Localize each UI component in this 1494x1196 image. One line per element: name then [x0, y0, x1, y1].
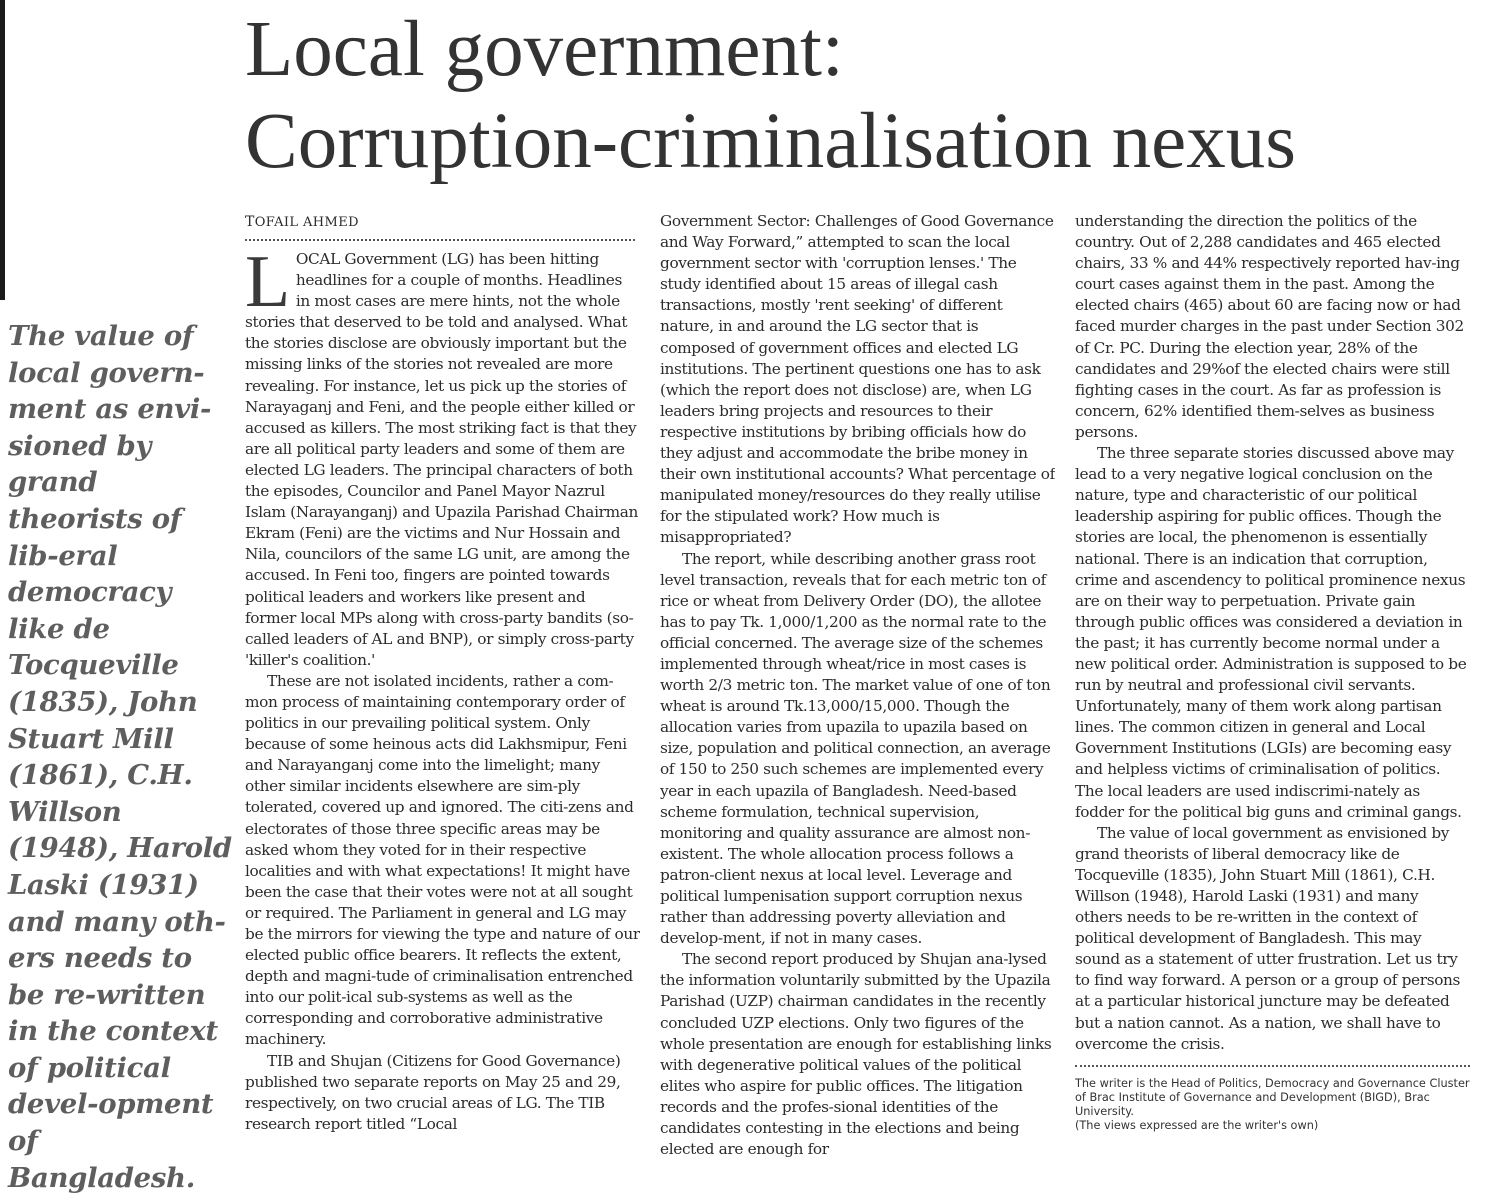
paragraph-3-continued: Government Sector: Challenges of Good Governance and Way Forward,” attempted to scan the local government sector with 'corruption lenses.' The study identified about 15 areas of illegal cash transactions, mostly 'rent seeking' of different nature, in and around the LG sector that is composed of government offices and elected LG institutions. The pertinent questions one has to ask (which the report does not disclose) are, when LG leaders bring projects and resources to their respective institutions by bribing officials how do they adjust and accommodate the bribe money in their own institutional accounts? What percentage of manipulated money/resources do they really utilise for the stipulated work? How much is misappropriated? — [660, 212, 1055, 547]
article-column-2 — [660, 211, 1055, 1183]
paragraph-5-continued: understanding the direction the politics of the country. Out of 2,288 candidates and 465 elected chairs, 33 % and 44% respectively reported hav-ing court cases against them in the past. Among the elected chairs (465) about 60 are facing now or had faced murder charges in the past under Section 302 of Cr. PC. During the election year, 28% of the candidates and 29%of the elected chairs were still fighting cases in the court. As far as profession is concern, 62% identified them-selves as business persons. — [1075, 212, 1464, 441]
headline — [245, 4, 1485, 188]
paragraph-1 — [245, 241, 640, 671]
article-column-3 — [1075, 211, 1470, 1183]
byline-divider — [245, 239, 635, 241]
paragraph-4: The report, while describing another grass root level transaction, reveals that for each metric ton of rice or wheat from Delivery Order (DO), the allotee has to pay Tk. 1,000/1,200 as the normal rate to the official concerned. The average size of the schemes implemented through wheat/rice in most cases is worth 2/3 metric ton. The market value of one of ton wheat is around Tk.13,000/15,000. Though the allocation varies from upazila to upazila based on size, population and political connection, an average of 150 to 250 such schemes are implemented every year in each upazila of Bangladesh. Need-based scheme formulation, technical supervision, monitoring and quality assurance are almost non- existent. The whole allocation process follows a patron-client nexus at local level. Leverage and political lumpenisation support corruption nexus rather than addressing poverty alleviation and develop-ment, if not in many cases. — [660, 549, 1051, 948]
paragraph-2: These are not isolated incidents, rather a com-mon process of maintaining contemporary order of politics in our prevailing political system. Only because of some heinous acts did Lakhsmipur, Feni and Narayanganj come into the limelight; many other similar incidents elsewhere are sim-ply tolerated, covered up and ignored. The citi-zens and electorates of those three specific areas may be asked whom they voted for in their respective localities and with what expectations! It might have been the case that their votes were not at all sought or required. The Parliament in general and LG may be the mirrors for viewing the type and nature of our elected public office bearers. It reflects the extent, depth and magni-tude of criminalisation entrenched into our polit-ical sub-systems as well as the corresponding and corroborative administrative machinery. — [245, 671, 640, 1049]
drop-cap: L — [245, 241, 290, 323]
article-column-1 — [245, 211, 640, 1183]
byline — [245, 211, 640, 233]
headline-line-1: Local government: — [245, 6, 844, 93]
left-edge-bar — [0, 0, 5, 300]
byline-rest: OFAIL AHMED — [254, 215, 359, 230]
writer-note-disclaimer: (The views expressed are the writer's own) — [1075, 1118, 1319, 1132]
writer-note-bio: The writer is the Head of Politics, Democracy and Governance Cluster of Brac Institute of Governance and Development (BIGD), Brac University. — [1075, 1076, 1470, 1118]
paragraph-6: The three separate stories discussed above may lead to a very negative logical conclusion on the nature, type and characteristic of our political leadership aspiring for public offices. Though the stories are local, the phenomenon is essentially national. There is an indication that corruption, crime and ascendency to political prominence nexus are on their way to perpetuation. Private gain through public offices was considered a deviation in the past; it has currently become normal under a new political order. Administration is supposed to be run by neutral and professional civil servants. Unfortunately, many of them work along partisan lines. The common citizen in general and Local Government Institutions (LGIs) are becoming easy and helpless victims of criminalisation of politics. The local leaders are used indiscrimi-nately as fodder for the political big guns and criminal gangs. — [1075, 444, 1467, 821]
headline-line-2: Corruption-criminalisation nexus — [245, 98, 1296, 185]
paragraph-3: TIB and Shujan (Citizens for Good Governance) published two separate reports on May 25 and 29, respectively, on two crucial areas of LG. The TIB research report titled “Local — [245, 1051, 621, 1133]
writer-note — [1075, 1065, 1470, 1133]
paragraph-5: The second report produced by Shujan ana-lysed the information voluntarily submitted by the Upazila Parishad (UZP) chairman candidates in the recently concluded UZP elections. Only two figures of the whole presentation are enough for establishing links with degenerative political values of the political elites who aspire for public offices. The litigation records and the profes-sional identities of the candidates contesting in the elections and being elected are enough for — [660, 950, 1052, 1159]
pull-quote: The value of local govern-ment as envi-sioned by grand theorists of lib-eral democracy like de Tocqueville (1835), John Stuart Mill (1861), C.H. Willson (1948), Harold Laski (1931) and many oth-ers needs to be re-written in the context of political devel-opment of Bangladesh. — [8, 320, 232, 1194]
byline-initial: T — [245, 214, 255, 230]
paragraph-7: The value of local government as envisioned by grand theorists of liberal democracy like de Tocqueville (1835), John Stuart Mill (1861), C.H. Willson (1948), Harold Laski (1931) and many others needs to be re-written in the context of political development of Bangladesh. This may sound as a statement of utter frustration. Let us try to find way forward. A person or a group of persons at a particular historical juncture may be defeated but a nation cannot. As a nation, we shall have to overcome the crisis. — [1075, 823, 1461, 1053]
paragraph-1-text: OCAL Government (LG) has been hitting headlines for a couple of months. Headlines in most cases are mere hints, not the whole stories that deserved to be told and analysed. What the stories disclose are obviously important but the missing links of the stories not revealed are more revealing. For instance, let us pick up the stories of Narayaganj and Feni, and the people either killed or accused as killers. The most striking fact is that they are all political party leaders and some of them are elected LG leaders. The principal characters of both the episodes, Councilor and Panel Mayor Nazrul Islam (Narayanganj) and Upazila Parishad Chairman Ekram (Feni) are the victims and Nur Hossain and Nila, councilors of the same LG unit, are among the accused. In Feni too, fingers are pointed towards political leaders and workers like present and former local MPs along with cross-party bandits (so-called leaders of AL and BNP), or simply cross-party 'killer's coalition.' — [245, 250, 638, 669]
